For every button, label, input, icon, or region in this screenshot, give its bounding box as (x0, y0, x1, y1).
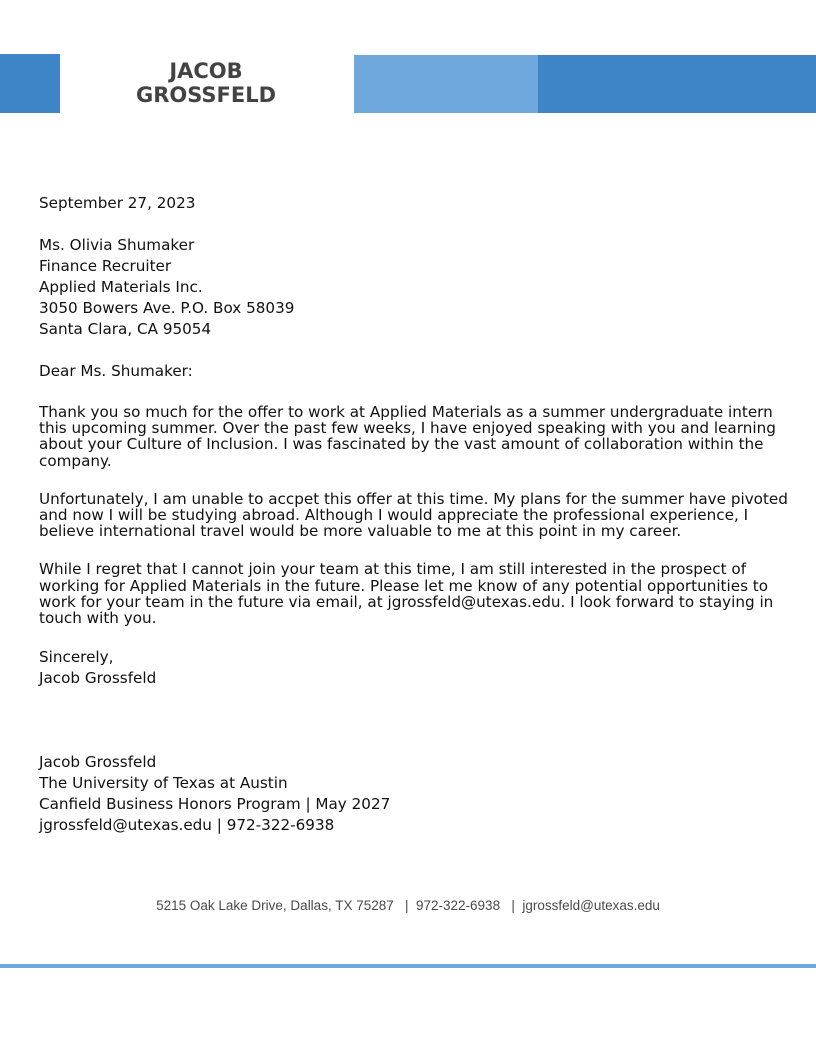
paragraph-line: about your Culture of Inclusion. I was fascinated by the vast amount of collaboration within the (39, 435, 764, 454)
body-paragraph-1 (39, 403, 779, 469)
closing: Sincerely, (39, 648, 114, 667)
recipient-street: 3050 Bowers Ave. P.O. Box 58039 (39, 299, 295, 317)
letter-body (39, 193, 788, 836)
header-accent-bar-right (538, 55, 816, 113)
signature-program: Canfield Business Honors Program | May 2027 (39, 795, 391, 814)
header-accent-bar-middle (354, 55, 538, 113)
signature-name: Jacob Grossfeld (39, 753, 157, 772)
body-paragraph-2 (39, 489, 788, 541)
paragraph-line: Unfortunately, I am unable to accpet this offer at this time. My plans for the summer have pivoted (39, 489, 788, 508)
paragraph-line: work for your team in the future via email, at jgrossfeld@utexas.edu. I look forward to staying in (39, 592, 774, 611)
paragraph-line: this upcoming summer. Over the past few weeks, I have enjoyed speaking with you and learning (39, 419, 776, 438)
paragraph-line: believe international travel would be more valuable to me at this point in my career. (39, 522, 682, 541)
recipient-name: Ms. Olivia Shumaker (39, 236, 195, 254)
paragraph-line: touch with you. (39, 609, 157, 628)
letterhead-name-first: JACOB (169, 59, 243, 83)
letter-date: September 27, 2023 (39, 194, 196, 212)
header-accent-bar-left (0, 54, 60, 113)
recipient-company: Applied Materials Inc. (39, 278, 203, 296)
recipient-title: Finance Recruiter (39, 257, 172, 275)
signature-school: The University of Texas at Austin (39, 774, 288, 793)
closing-name: Jacob Grossfeld (39, 669, 157, 688)
signature-block (39, 752, 779, 836)
paragraph-line: working for Applied Materials in the future. Please let me know of any potential opportunities to (39, 576, 769, 595)
letterhead-name (100, 59, 312, 107)
body-paragraph-3 (39, 560, 779, 626)
paragraph-line: While I regret that I cannot join your team at this time, I am still interested in the prospect of (39, 560, 747, 579)
salutation: Dear Ms. Shumaker: (39, 362, 193, 380)
paragraph-line: Thank you so much for the offer to work at Applied Materials as a summer undergraduate intern (39, 403, 773, 421)
signature-contact: jgrossfeld@utexas.edu | 972-322-6938 (39, 816, 335, 835)
recipient-city: Santa Clara, CA 95054 (39, 320, 212, 338)
footer-divider (0, 964, 816, 968)
footer-contact-info: 5215 Oak Lake Drive, Dallas, TX 75287 | 972-322-6938 | jgrossfeld@utexas.edu (156, 898, 660, 913)
paragraph-line: and now I will be studying abroad. Although I would appreciate the professional experience, I (39, 506, 749, 525)
paragraph-line: company. (39, 451, 112, 470)
letterhead-name-last: GROSSFELD (135, 83, 277, 107)
recipient-address (39, 235, 779, 340)
